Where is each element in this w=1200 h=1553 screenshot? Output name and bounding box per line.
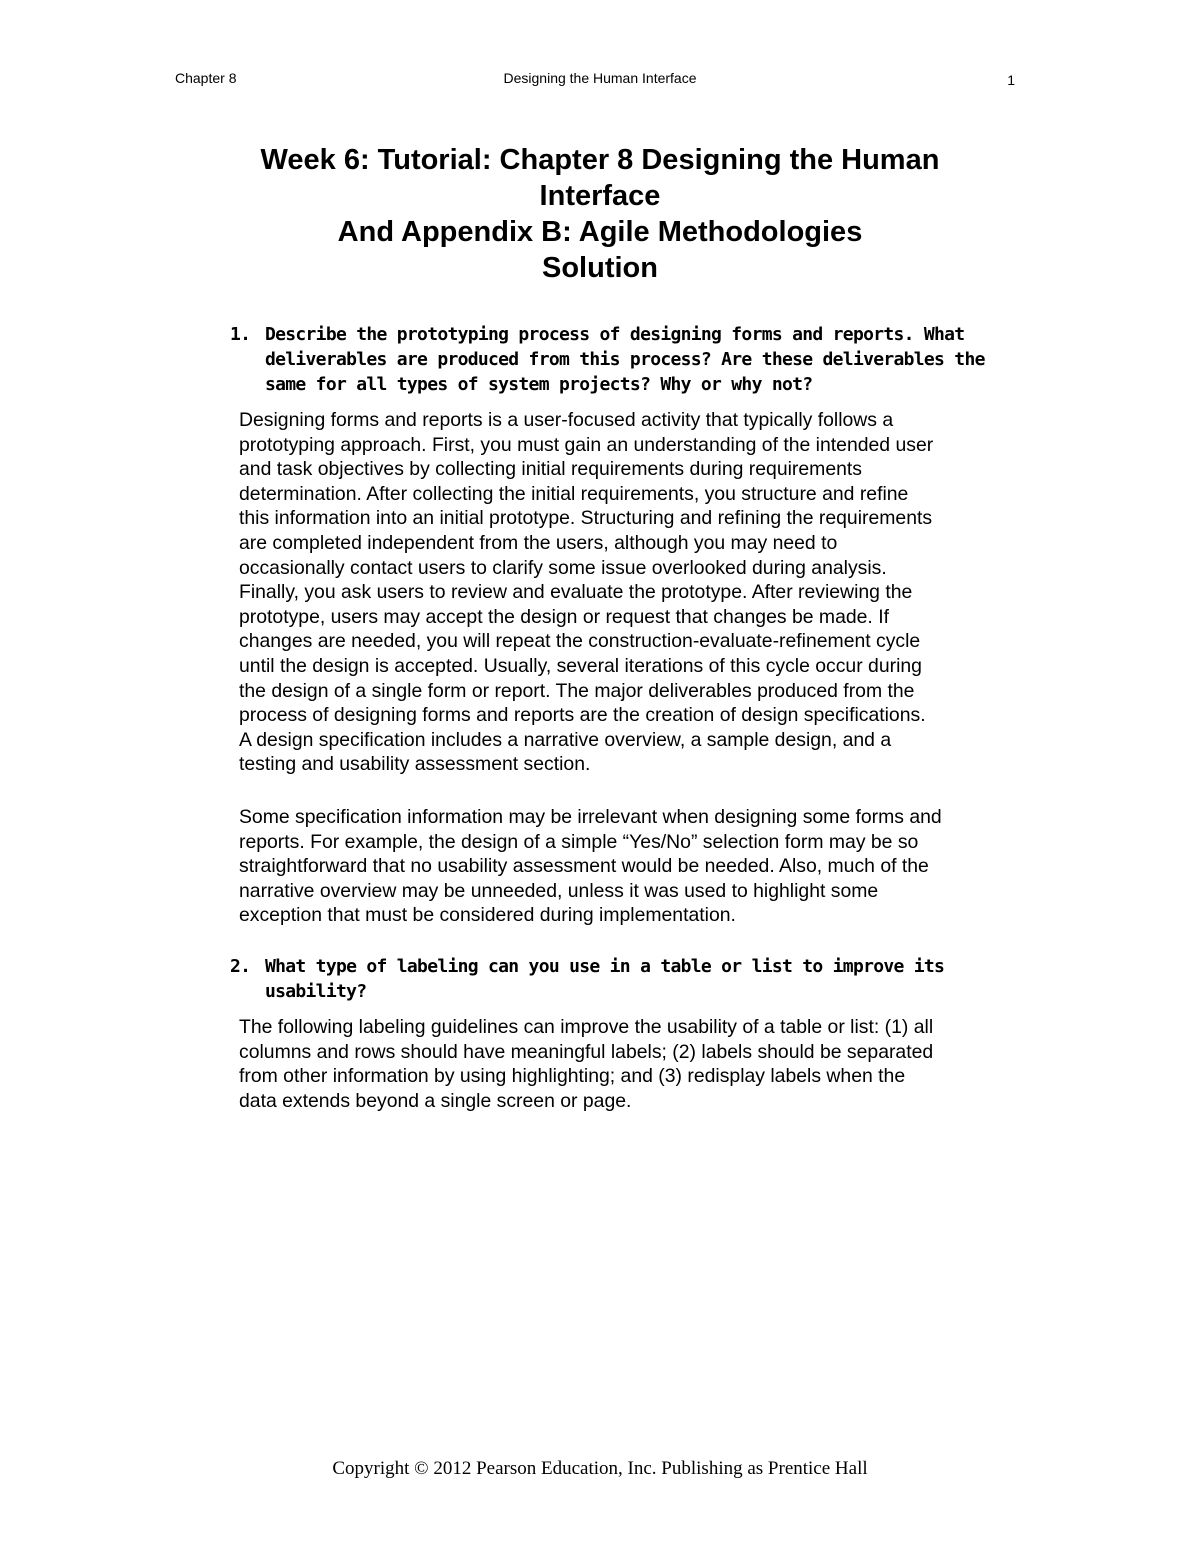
question-2-text: What type of labeling can you use in a table or list to improve its usability? [265, 956, 945, 1002]
header-title: Designing the Human Interface [503, 70, 697, 86]
title-line-2: Interface [539, 180, 661, 212]
question-1-text: Describe the prototyping process of designing forms and reports. What deliverables are produced from this process? Are these deliverables the same for all types of system projects? Why or why not? [265, 324, 985, 395]
question-1 [230, 322, 1030, 397]
answer-2-paragraph-1: The following labeling guidelines can improve the usability of a table or list: (1) all columns and rows should have meaningful labels; (2) labels should be separated from other information by using highlighting; and (3) redisplay labels when the data extends beyond a single screen or page. [239, 1016, 934, 1112]
header-chapter: Chapter 8 [175, 70, 237, 86]
answer-1-paragraph-1: Designing forms and reports is a user-focused activity that typically follows a prototyping approach. First, you must gain an understanding of the intended user and task objectives by collecting initial requirements during requirements determination. After collecting the initial requirements, you structure and refine this information into an initial prototype. Structuring and refining the requirements are completed independent from the users, although you may need to occasionally contact users to clarify some issue overlooked during analysis. Finally, you ask users to review and evaluate the prototype. After reviewing the prototype, users may accept the design or request that changes be made. If changes are needed, you will repeat the construction-evaluate-refinement cycle until the design is accepted. Usually, several iterations of this cycle occur during the design of a single form or report. The major deliverables produced from the process of designing forms and reports are the creation of design specifications. A design specification includes a narrative overview, a sample design, and a testing and usability assessment section. [239, 409, 934, 776]
title-line-4: Solution [542, 252, 658, 284]
answer-1-paragraph-2: Some specification information may be irrelevant when designing some forms and reports. For example, the design of a simple “Yes/No” selection form may be so straightforward that no usability assessment would be needed. Also, much of the narrative overview may be unneeded, unless it was used to highlight some exception that must be considered during implementation. [239, 806, 942, 927]
running-header [175, 70, 1025, 92]
title-line-1: Week 6: Tutorial: Chapter 8 Designing the Human [260, 144, 940, 176]
question-1-number: 1. [230, 324, 251, 345]
header-page-number: 1 [1007, 72, 1015, 88]
question-2-number: 2. [230, 956, 251, 977]
footer-copyright: Copyright © 2012 Pearson Education, Inc. Publishing as Prentice Hall [332, 1458, 868, 1479]
title-line-3: And Appendix B: Agile Methodologies [337, 216, 863, 248]
question-2 [230, 954, 1030, 1004]
document-title [180, 142, 1020, 286]
